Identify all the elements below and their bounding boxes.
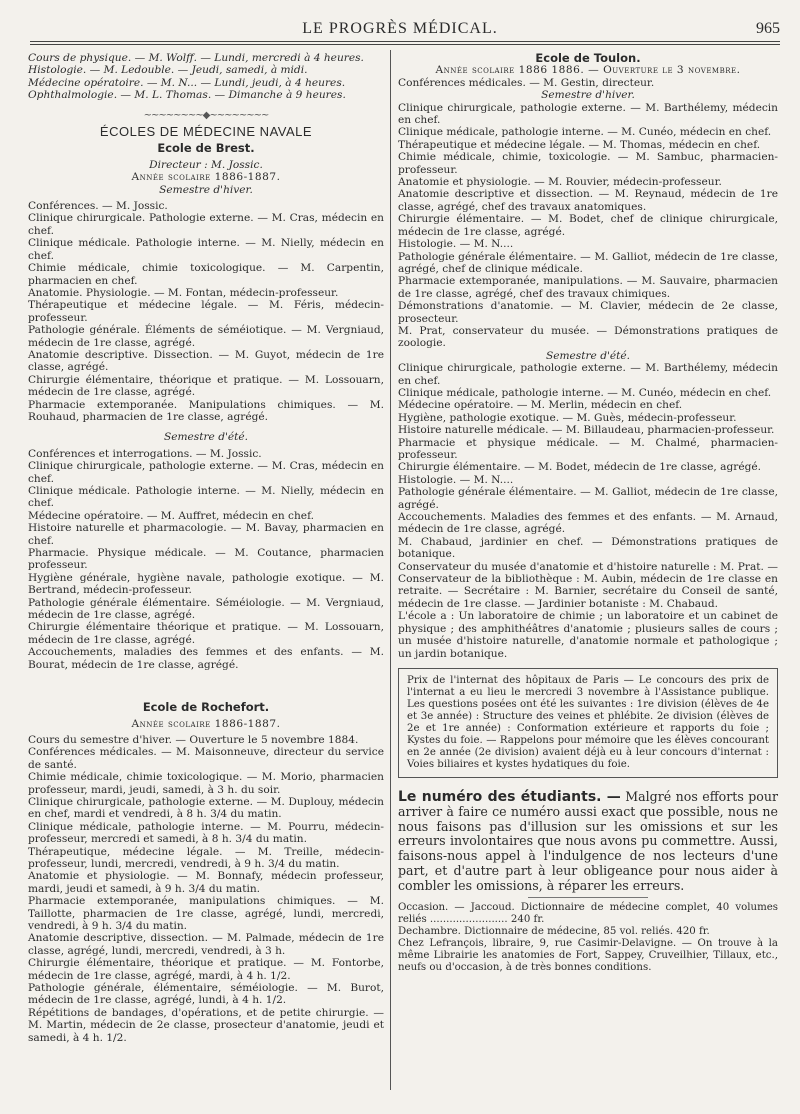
brest-winter-heading: Semestre d'hiver. <box>159 183 253 196</box>
course-entry: Anatomie descriptive, dissection. — M. Palmade, médecin de 1re classe, agrégé, lundi, mercredi, vendredi, à 3 h. <box>28 932 384 957</box>
course-entry: M. Chabaud, jardinier en chef. — Démonstrations pratiques de botanique. <box>398 535 778 561</box>
header-rule <box>30 41 780 42</box>
course-line: Ophthalmologie. — M. L. Thomas. — Dimanche à 9 heures. <box>28 89 346 102</box>
course-entry: Clinique chirurgicale, pathologie externe. — M. Cras, médecin en chef. <box>28 460 384 485</box>
course-entry: Clinique médicale, pathologie interne. — M. Pourru, médecin-professeur, mercredi et samedi, à 8 h. 3/4 du matin. <box>28 820 384 846</box>
rochefort-year: Année scolaire 1886-1887. <box>131 717 281 730</box>
course-entry: Chirurgie élémentaire. — M. Bodet, médecin de 1re classe, agrégé. <box>398 461 762 474</box>
numero-title: Le numéro des étudiants. — <box>398 788 621 805</box>
rochefort-title: Ecole de Rochefort. <box>142 700 270 715</box>
course-entry: Chirurgie élémentaire, théorique et pratique. — M. Lossouarn, médecin de 1re classe, agrégé. <box>28 373 384 399</box>
prix-internat-box <box>398 668 778 778</box>
occasion-line: Chez Lefrançois, libraire, 9, rue Casimir-Delavigne. — On trouve à la même Librairie les anatomies de Fort, Sappey, Cruveilhier, Tillaux, etc., neufs ou d'occasion, à de très bonnes conditions. <box>398 938 778 974</box>
course-entry: M. Prat, conservateur du musée. — Démonstrations pratiques de zoologie. <box>398 324 778 350</box>
page-number: 965 <box>756 20 780 37</box>
toulon-winter-heading: Semestre d'hiver. <box>541 89 635 102</box>
course-entry: Histoire naturelle médicale. — M. Billaudeau, pharmacien-professeur. <box>398 424 775 437</box>
toulon-year: Année scolaire 1886 1886. — Ouverture le 3 novembre. <box>435 64 741 77</box>
separator-rule <box>528 897 648 898</box>
course-entry: Médecine opératoire. — M. Auffret, médecin en chef. <box>28 509 314 522</box>
toulon-summer-heading: Semestre d'été. <box>545 349 631 362</box>
course-entry: Clinique médicale, pathologie interne. — M. Cunéo, médecin en chef. <box>398 386 772 399</box>
course-entry: Démonstrations d'anatomie. — M. Clavier, médecin de 2e classe, prosecteur. <box>398 300 778 325</box>
prix-internat-text: Prix de l'internat des hôpitaux de Paris — Le concours des prix de l'internat a eu lieu le mercredi 3 novembre à l'Assistance publique. Les questions posées ont été les suivantes : 1re division (élèves de 4e et 3e année) : Structure des veines et phlébite. 2e division (élèves de 2e et 1re année) : Conformation extérieure et rapports du foie ; Kystes du foie. — Rappelons pour mémoire que les élèves concourant en 2e année (2e division) avaient déjà eu à leur concours d'internat : Voies biliaires et kystes hydatiques du foie. <box>407 674 769 770</box>
course-entry: Accouchements, maladies des femmes et des enfants. — M. Bourat, médecin de 1re classe, agrégé. <box>28 646 384 671</box>
course-entry: Anatomie et physiologie. — M. Bonnafy, médecin professeur, mardi, jeudi et samedi, à 9 h. 3/4 du matin. <box>28 870 384 895</box>
course-entry: Conférences médicales. — M. Gestin, directeur. <box>398 76 655 89</box>
course-entry: Pharmacie extemporanée, manipulations. — M. Sauvaire, pharmacien de 1re classe, agrégé, chef des travaux chimiques. <box>398 275 778 300</box>
course-entry: Thérapeutique et médecine légale. — M. Thomas, médecin en chef. <box>398 138 761 151</box>
column-divider <box>390 50 391 1090</box>
course-line: Cours de physique. — M. Wolff. — Lundi, mercredi à 4 heures. <box>28 52 364 64</box>
course-entry: Histologie. — M. N.... <box>398 473 514 486</box>
course-entry: Conférences médicales. — M. Maisonneuve, directeur du service de santé. <box>28 746 384 771</box>
header-rule-2 <box>30 44 780 45</box>
numero-text: Malgré nos efforts pour arriver à faire ce numéro aussi exact que possible, nous ne nous faisons pas d'illusion sur les omissions et sur les erreurs involontaires que nous avons pu commettre. Aussi, faisons-nous appel à l'indulgence de nos lecteurs d'une part, et d'autre part à leur obligeance pour nous aider à combler les omissions, à réparer les erreurs. <box>398 788 778 893</box>
course-line: Médecine opératoire. — M. N... — Lundi, jeudi, à 4 heures. <box>28 76 346 89</box>
course-entry: Anatomie. Physiologie. — M. Fontan, médecin-professeur. <box>28 286 339 299</box>
course-entry: Clinique chirurgicale, pathologie externe. — M. Barthélemy, médecin en chef. <box>398 362 778 387</box>
brest-summer-heading: Semestre d'été. <box>163 431 249 444</box>
brest-title: Ecole de Brest. <box>157 141 255 156</box>
journal-title: LE PROGRÈS MÉDICAL. <box>302 20 498 37</box>
course-entry: Conservateur du musée d'anatomie et d'histoire naturelle : M. Prat. — Conservateur de la bibliothèque : M. Aubin, médecin de 1re classe en retraite. — Secrétaire : M. Barnier, secrétaire du Conseil de santé, médecin de 1re classe. — Jardinier botaniste : M. Chabaud. <box>398 560 778 610</box>
course-entry: Pharmacie et physique médicale. — M. Chalmé, pharmacien-professeur. <box>398 436 778 461</box>
course-entry: Médecine opératoire. — M. Merlin, médecin en chef. <box>398 399 683 412</box>
course-entry: Conférences et interrogations. — M. Jossic. <box>28 447 262 460</box>
left-column <box>28 52 384 1044</box>
course-entry: Pathologie générale élémentaire. — M. Galliot, médecin de 1re classe, agrégé. <box>398 486 778 511</box>
occasion-line: Occasion. — Jaccoud. Dictionnaire de médecine complet, 40 volumes reliés ........................ 240 fr. <box>398 902 778 926</box>
course-entry: Accouchements. Maladies des femmes et des enfants. — M. Arnaud, médecin de 1re classe, agrégé. <box>398 511 778 536</box>
course-entry: Pharmacie extemporanée. Manipulations chimiques. — M. Rouhaud, pharmacien de 1re classe, agrégé. <box>28 398 384 423</box>
course-entry: Thérapeutique et médecine légale. — M. Féris, médecin-professeur. <box>28 299 384 324</box>
course-entry: Chimie médicale, chimie toxicologique. — M. Morio, pharmacien professeur, mardi, jeudi, samedi, à 3 h. du soir. <box>28 771 384 796</box>
numero-etudiants-notice <box>398 790 778 894</box>
course-entry: Clinique médicale. Pathologie interne. — M. Nielly, médecin en chef. <box>28 237 384 262</box>
course-entry: Hygiène, pathologie exotique. — M. Guès, médecin-professeur. <box>398 411 737 424</box>
course-entry: Chirurgie élémentaire théorique et pratique. — M. Lossouarn, médecin de 1re classe, agrégé. <box>28 621 384 646</box>
course-entry: Répétitions de bandages, d'opérations, et de petite chirurgie. — M. Martin, médecin de 2e classe, prosecteur d'anatomie, jeudi et samedi, à 4 h. 1/2. <box>28 1006 384 1044</box>
course-entry: Chirurgie élémentaire, théorique et pratique. — M. Fontorbe, médecin de 1re classe, agrégé, mardi, à 4 h. 1/2. <box>28 957 384 982</box>
course-entry: Pathologie générale. Éléments de séméiotique. — M. Vergniaud, médecin de 1re classe, agrégé. <box>28 324 384 349</box>
course-entry: Clinique médicale, pathologie interne. — M. Cunéo, médecin en chef. <box>398 126 772 139</box>
course-entry: Cours du semestre d'hiver. — Ouverture le 5 novembre 1884. <box>28 733 359 746</box>
course-entry: Thérapeutique, médecine légale. — M. Treille, médecin-professeur, lundi, mercredi, vendredi, à 9 h. 3/4 du matin. <box>28 845 384 870</box>
course-entry: Clinique chirurgicale, pathologie externe. — M. Duplouy, médecin en chef, mardi et vendredi, à 8 h. 3/4 du matin. <box>28 795 384 821</box>
right-column <box>398 52 778 974</box>
course-entry: Hygiène générale, hygiène navale, pathologie exotique. — M. Bertrand, médecin-professeur. <box>28 571 384 597</box>
course-entry: Clinique médicale. Pathologie interne. — M. Nielly, médecin en chef. <box>28 485 384 510</box>
course-entry: Pharmacie. Physique médicale. — M. Coutance, pharmacien professeur. <box>28 547 384 572</box>
toulon-title: Ecole de Toulon. <box>535 51 641 65</box>
ornament-divider: ~~~~~~~~◆~~~~~~~~ <box>143 109 269 121</box>
course-entry: Histoire naturelle et pharmacologie. — M. Bavay, pharmacien en chef. <box>28 522 384 547</box>
course-entry: Pathologie générale élémentaire. — M. Galliot, médecin de 1re classe, agrégé, chef de clinique médicale. <box>398 250 778 275</box>
course-entry: Pathologie générale, élémentaire, séméiologie. — M. Burot, médecin de 1re classe, agrégé, lundi, à 4 h. 1/2. <box>28 982 384 1007</box>
course-entry: Anatomie descriptive. Dissection. — M. Guyot, médecin de 1re classe, agrégé. <box>28 348 384 374</box>
course-entry: L'école a : Un laboratoire de chimie ; un laboratoire et un cabinet de physique ; des amphithéâtres d'anatomie ; plusieurs salles de cours ; un musée d'histoire naturelle, d'anatomie normale et pathologique ; un jardin botanique. <box>398 610 778 660</box>
course-entry: Chimie médicale, chimie, toxicologie. — M. Sambuc, pharmacien-professeur. <box>398 151 778 176</box>
course-entry: Clinique chirurgicale, pathologie externe. — M. Barthélemy, médecin en chef. <box>398 101 778 127</box>
course-entry: Chimie médicale, chimie toxicologique. — M. Carpentin, pharmacien en chef. <box>28 262 384 287</box>
occasion-line: Dechambre. Dictionnaire de médecine, 85 vol. reliés. 420 fr. <box>398 926 710 938</box>
course-entry: Conférences. — M. Jossic. <box>28 200 168 213</box>
course-entry: Clinique chirurgicale. Pathologie externe. — M. Cras, médecin en chef. <box>28 212 384 237</box>
course-line: Histologie. — M. Ledouble. — Jeudi, samedi, à midi. <box>28 64 308 77</box>
section-title: ÉCOLES DE MÉDECINE NAVALE <box>99 124 313 140</box>
course-entry: Histologie. — M. N.... <box>398 238 514 251</box>
brest-director: Directeur : M. Jossic. <box>149 158 263 171</box>
course-entry: Pharmacie extemporanée, manipulations chimiques. — M. Taillotte, pharmacien de 1re classe, agrégé, lundi, mercredi, vendredi, à 9 h. 3/4 du matin. <box>28 895 384 932</box>
course-entry: Pathologie générale élémentaire. Séméiologie. — M. Vergniaud, médecin de 1re classe, agrégé. <box>28 596 384 622</box>
brest-year: Année scolaire 1886-1887. <box>131 171 281 184</box>
page-header <box>0 0 800 40</box>
course-entry: Chirurgie élémentaire. — M. Bodet, chef de clinique chirurgicale, médecin de 1re classe, agrégé. <box>398 213 778 238</box>
course-entry: Anatomie descriptive et dissection. — M. Reynaud, médecin de 1re classe, agrégé, chef des travaux anatomiques. <box>398 188 778 213</box>
course-entry: Anatomie et physiologie. — M. Rouvier, médecin-professeur. <box>398 176 722 189</box>
